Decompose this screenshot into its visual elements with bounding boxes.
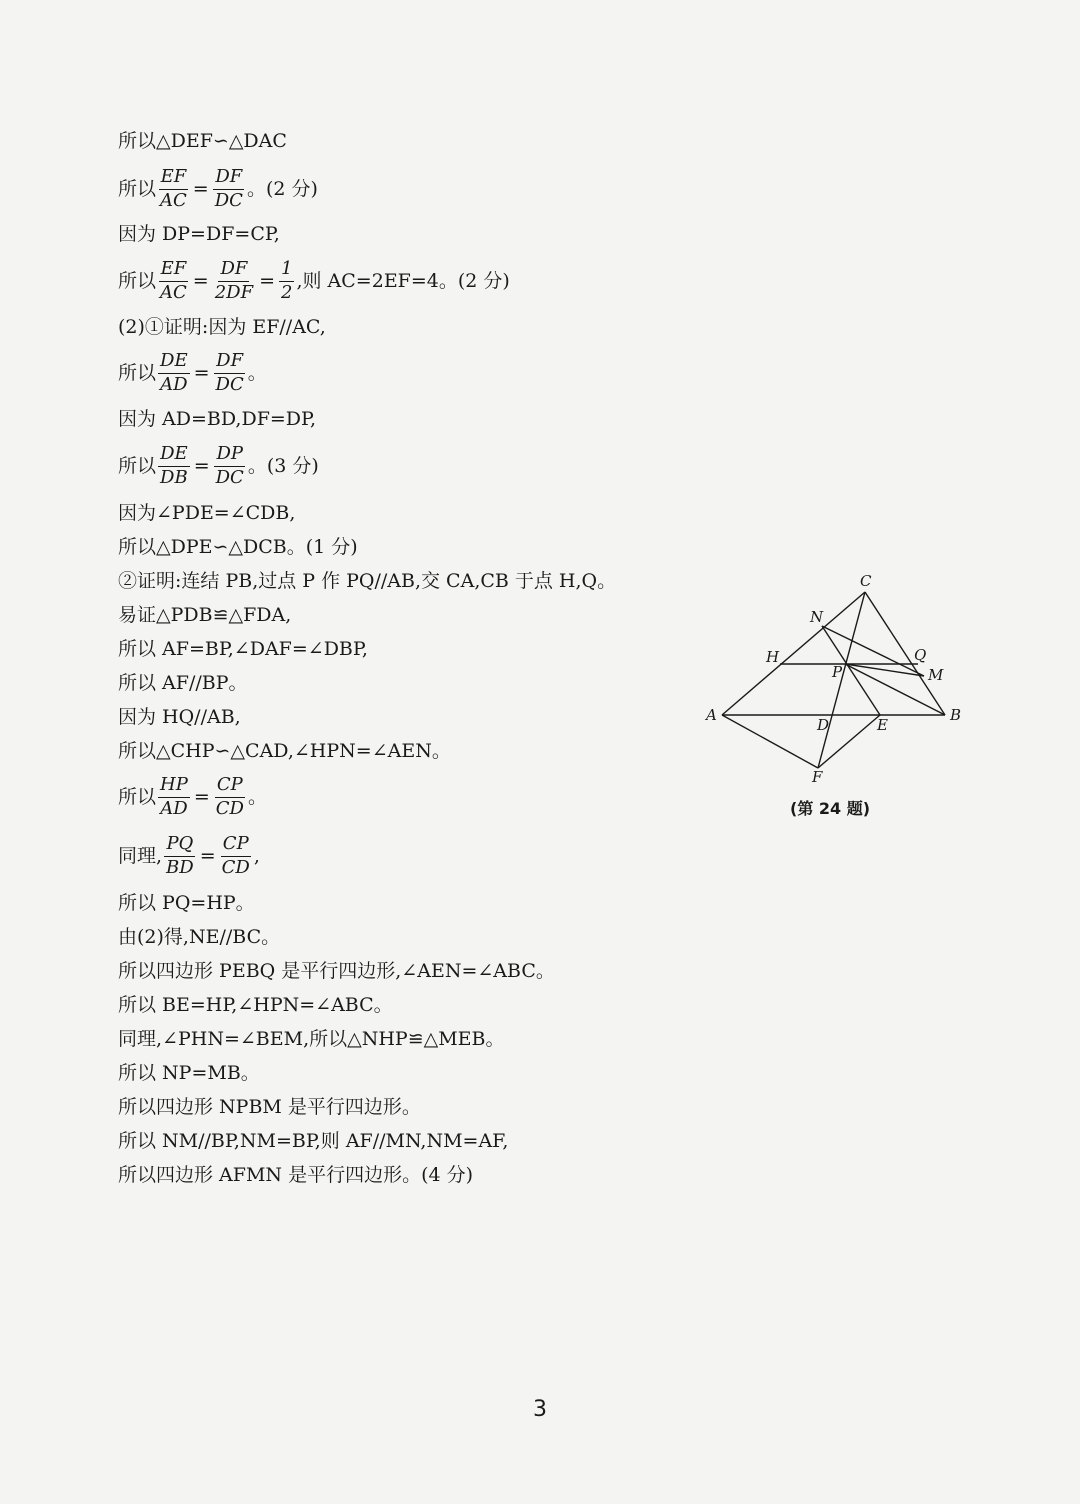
line-3: 因为 DP=DF=CP, bbox=[118, 223, 280, 245]
page-number: 3 bbox=[533, 1397, 547, 1422]
fraction-denominator: AC bbox=[160, 189, 187, 211]
line-8-suffix: 。(3 分) bbox=[247, 454, 319, 477]
equals-sign: = bbox=[193, 785, 210, 808]
fraction-numerator: 1 bbox=[279, 260, 294, 282]
line-6 bbox=[118, 352, 267, 395]
fraction-denominator: CD bbox=[221, 856, 250, 878]
fraction-denominator: AD bbox=[160, 797, 188, 819]
fraction-numerator: CP bbox=[221, 835, 251, 857]
fraction-numerator: DF bbox=[213, 168, 244, 190]
label-b: B bbox=[950, 706, 962, 724]
line-14: 所以 AF//BP。 bbox=[118, 672, 248, 694]
fraction-denominator: DC bbox=[215, 466, 244, 488]
label-d: D bbox=[817, 716, 830, 734]
fraction-ef-ac bbox=[158, 260, 189, 303]
equals-sign: = bbox=[192, 177, 209, 200]
fraction-df-dc bbox=[213, 168, 245, 211]
line-17-prefix: 所以 bbox=[118, 785, 157, 808]
figure-caption: (第 24 题) bbox=[790, 799, 871, 818]
fraction-cp-cd bbox=[220, 835, 252, 878]
label-h: H bbox=[766, 648, 780, 666]
fraction-numerator: DF bbox=[218, 260, 249, 282]
label-c: C bbox=[860, 572, 872, 590]
equals-sign: = bbox=[192, 269, 209, 292]
fraction-de-ad bbox=[158, 352, 190, 395]
line-19: 所以 PQ=HP。 bbox=[118, 892, 255, 914]
fraction-numerator: DE bbox=[158, 352, 190, 374]
line-11: ②证明:连结 PB,过点 P 作 PQ//AB,交 CA,CB 于点 H,Q。 bbox=[118, 570, 617, 592]
line-5: (2)①证明:因为 EF//AC, bbox=[118, 316, 326, 338]
fraction-de-db bbox=[158, 445, 190, 488]
segment-ac bbox=[722, 592, 865, 715]
line-7: 因为 AD=BD,DF=DP, bbox=[118, 408, 317, 430]
line-2-prefix: 所以 bbox=[118, 177, 157, 200]
line-17 bbox=[118, 776, 267, 819]
fraction-dp-dc bbox=[214, 445, 246, 488]
line-22: 所以 BE=HP,∠HPN=∠ABC。 bbox=[118, 994, 393, 1016]
line-6-suffix: 。 bbox=[247, 361, 267, 384]
fraction-numerator: EF bbox=[159, 260, 189, 282]
fraction-numerator: CP bbox=[215, 776, 245, 798]
line-18-suffix: , bbox=[253, 844, 260, 867]
fraction-denominator: BD bbox=[166, 856, 194, 878]
line-2 bbox=[118, 168, 318, 211]
fraction-one-half bbox=[279, 260, 294, 303]
line-15: 因为 HQ//AB, bbox=[118, 706, 241, 728]
line-21: 所以四边形 PEBQ 是平行四边形,∠AEN=∠ABC。 bbox=[118, 960, 555, 982]
fraction-denominator: AC bbox=[160, 281, 187, 303]
fraction-denominator: AD bbox=[160, 373, 188, 395]
fraction-numerator: DF bbox=[214, 352, 245, 374]
line-18-prefix: 同理, bbox=[118, 844, 163, 867]
label-f: F bbox=[812, 768, 823, 786]
line-4-prefix: 所以 bbox=[118, 269, 157, 292]
line-1: 所以△DEF∽△DAC bbox=[118, 130, 287, 152]
line-20: 由(2)得,NE//BC。 bbox=[118, 926, 281, 948]
line-8-prefix: 所以 bbox=[118, 454, 157, 477]
label-m: M bbox=[928, 666, 944, 684]
line-24: 所以 NP=MB。 bbox=[118, 1062, 260, 1084]
line-12: 易证△PDB≌△FDA, bbox=[118, 604, 292, 626]
equals-sign: = bbox=[259, 269, 276, 292]
line-2-suffix: 。(2 分) bbox=[246, 177, 318, 200]
line-16: 所以△CHP∽△CAD,∠HPN=∠AEN。 bbox=[118, 740, 451, 762]
line-25: 所以四边形 NPBM 是平行四边形。 bbox=[118, 1096, 421, 1118]
fraction-numerator: PQ bbox=[164, 835, 195, 857]
label-e: E bbox=[877, 716, 888, 734]
fraction-df-2df bbox=[213, 260, 255, 303]
segment-ne bbox=[822, 626, 880, 715]
label-q: Q bbox=[914, 646, 927, 664]
fraction-numerator: DE bbox=[158, 445, 190, 467]
fraction-denominator: CD bbox=[215, 797, 244, 819]
fraction-numerator: EF bbox=[159, 168, 189, 190]
fraction-denominator: DC bbox=[214, 189, 243, 211]
equals-sign: = bbox=[199, 844, 216, 867]
fraction-pq-bd bbox=[164, 835, 196, 878]
fraction-denominator: 2DF bbox=[214, 281, 254, 303]
fraction-denominator: 2 bbox=[281, 281, 293, 303]
equals-sign: = bbox=[193, 454, 210, 477]
line-6-prefix: 所以 bbox=[118, 361, 157, 384]
line-10: 所以△DPE∽△DCB。(1 分) bbox=[118, 536, 358, 558]
fraction-denominator: DC bbox=[215, 373, 244, 395]
equals-sign: = bbox=[193, 361, 210, 384]
fraction-df-dc bbox=[214, 352, 246, 395]
line-8 bbox=[118, 445, 319, 488]
fraction-hp-ad bbox=[158, 776, 190, 819]
line-4-suffix: ,则 AC=2EF=4。(2 分) bbox=[296, 269, 510, 292]
label-p: P bbox=[832, 663, 843, 681]
segment-af bbox=[722, 715, 818, 768]
label-a: A bbox=[706, 706, 717, 724]
label-n: N bbox=[810, 608, 824, 626]
line-13: 所以 AF=BP,∠DAF=∠DBP, bbox=[118, 638, 368, 660]
line-4 bbox=[118, 260, 510, 303]
line-26: 所以 NM//BP,NM=BP,则 AF//MN,NM=AF, bbox=[118, 1130, 509, 1152]
line-17-suffix: 。 bbox=[247, 785, 267, 808]
line-18 bbox=[118, 835, 260, 878]
geometry-figure bbox=[690, 565, 980, 825]
fraction-cp-cd bbox=[214, 776, 246, 819]
line-27: 所以四边形 AFMN 是平行四边形。(4 分) bbox=[118, 1164, 474, 1186]
fraction-numerator: HP bbox=[158, 776, 190, 798]
line-23: 同理,∠PHN=∠BEM,所以△NHP≌△MEB。 bbox=[118, 1028, 505, 1050]
fraction-denominator: DB bbox=[160, 466, 188, 488]
fraction-ef-ac bbox=[158, 168, 189, 211]
line-9: 因为∠PDE=∠CDB, bbox=[118, 502, 296, 524]
fraction-numerator: DP bbox=[214, 445, 245, 467]
